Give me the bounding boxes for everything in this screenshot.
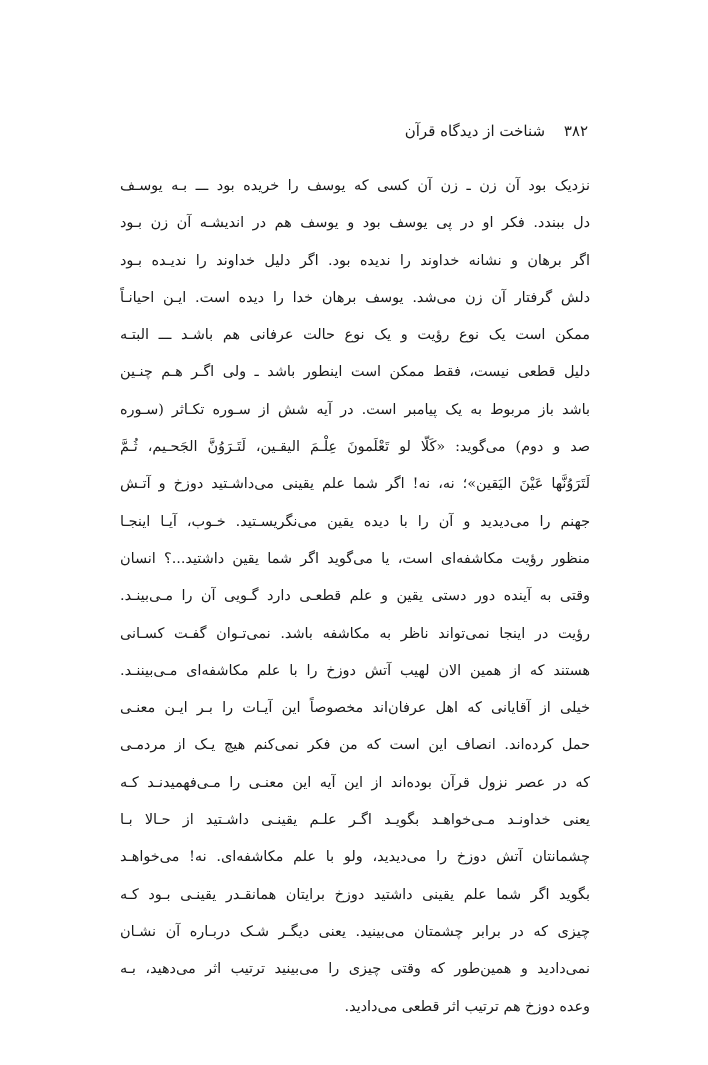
text-line: نزدیک بود آن زن ـ زن آن کسی که یوسف را خریده بود ـــ بـه یوسـف	[120, 178, 590, 194]
running-title: شناخت از دیدگاه قرآن	[404, 122, 546, 140]
text-line: دلیل قطعی نیست، فقط ممکن است اینطور باشد ـ ولی اگـر هـم چنـین	[120, 364, 590, 381]
body-text	[120, 168, 590, 1026]
text-line: وقتی به آینده دور دستی یقین و علم قطعـی دارد گـویی آن را مـی‌بینـد.	[120, 588, 590, 605]
text-line: منظور رؤیت مکاشفه‌ای است، یا می‌گوید اگر شما یقین داشتید...؟ انسان	[120, 550, 590, 567]
text-line: ممکن است یک نوع رؤیت و یک نوع حالت عرفانی هم باشـد ـــ البتـه	[120, 327, 590, 344]
text-line: هستند که از همین الان لهیب آتش دوزخ را با علم مکاشفه‌ای مـی‌بیننـد.	[120, 662, 590, 679]
text-line: دل ببندد. فکر او در پی یوسف بود و یوسف هم در اندیشـه آن زن بـود	[120, 215, 590, 232]
text-line: جهنم را می‌دیدید و آن را با دیده یقین می‌نگریسـتید. خـوب، آیـا اینجـا	[120, 513, 590, 530]
text-line: لَتَرَوُنَّها عَيْنَ اليَقين»؛ نه، نه! اگر شما علم یقینی می‌داشـتید دوزخ و آتـش	[120, 476, 590, 493]
text-line: خیلی از آقایانی که اهل عرفان‌اند مخصوصاً این آیـات را بـر ایـن معنـی	[120, 700, 590, 717]
page-number: ۳۸۲	[563, 122, 588, 140]
text-line: حمل کرده‌اند. انصاف این است که من فکر نمی‌کنم هیچ یـک از مردمـی	[120, 737, 590, 754]
page-header	[405, 121, 588, 141]
text-line: که در عصر نزول قرآن بوده‌اند از این آیه این معنـی را مـی‌فهمیدنـد کـه	[120, 774, 590, 791]
text-line: چیزی که در برابر چشمتان می‌بینید. یعنی دیگـر شـک دربـاره آن نشـان	[120, 923, 590, 940]
text-line: باشد باز مربوط به یک پیامبر است. در آیه شش از سـوره تکـاثر (سـوره	[120, 401, 590, 418]
text-line: وعده دوزخ هم ترتیب اثر قطعی می‌دادید.	[344, 998, 590, 1015]
text-line: صد و دوم) می‌گوید: «كَلّا لو تَعْلَمونَ عِلْـمَ اليقـين، لَتَـرَوُنَّ الجَحـيم، ثُـمَّ	[120, 439, 590, 456]
text-line: رؤیت در اینجا نمی‌تواند ناظر به مکاشفه باشد. نمی‌تـوان گفـت کسـانی	[120, 625, 590, 642]
text-line: چشمانتان آتش دوزخ را می‌دیدید، ولو با علم مکاشفه‌ای. نه! می‌خواهـد	[120, 849, 590, 866]
text-line: اگر برهان و نشانه خداوند را ندیده بود. اگر دلیل خداوند را ندیـده بـود	[120, 252, 590, 269]
text-line: نمی‌دادید و همین‌طور که وقتی چیزی را می‌بینید ترتیب اثر می‌دهید، بـه	[120, 961, 590, 978]
text-line: یعنی خداونـد مـی‌خواهـد بگویـد اگـر علـم یقینـی داشـتید از حـالا بـا	[120, 812, 590, 829]
text-line: بگوید اگر شما علم یقینی داشتید دوزخ برایتان همانقـدر یقینـی بـود کـه	[120, 886, 590, 903]
text-line: دلش گرفتار آن زن می‌شد. یوسف برهان خدا را دیده است. ایـن احیانـاً	[120, 289, 590, 306]
